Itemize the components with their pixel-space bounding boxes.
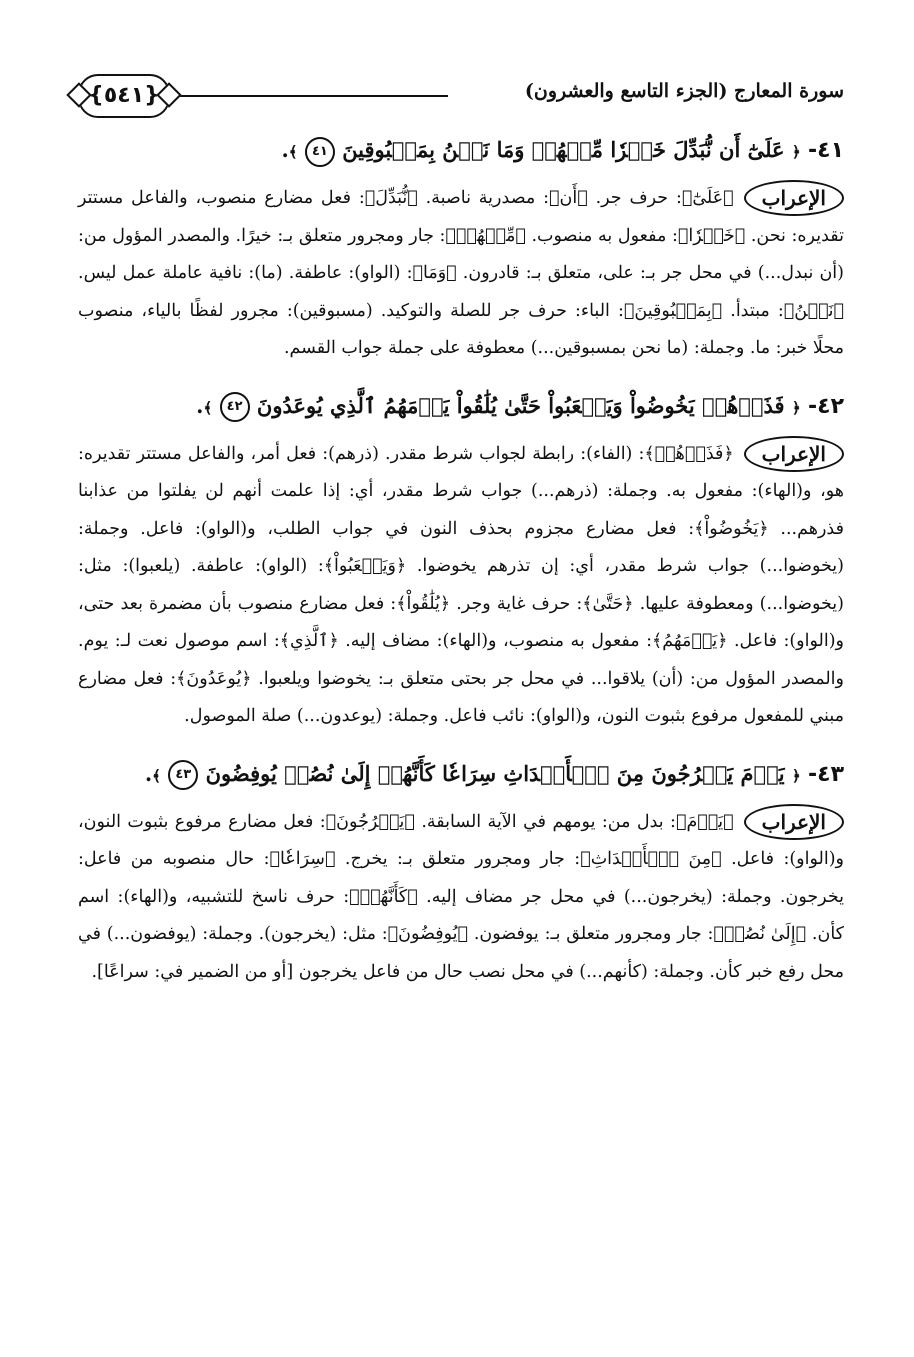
verse-text: يَوۡمَ يَخۡرُجُونَ مِنَ ٱلۡأَجۡدَاثِ سِرَاعٗا كَأَنَّهُمۡ إِلَىٰ نُصُبٖ يُوفِضُونَ <box>205 760 785 786</box>
header-title: سورة المعارج (الجزء التاسع والعشرون) <box>524 80 844 102</box>
verse-number: ٤١- <box>808 138 844 163</box>
ornate-bracket-open-icon: ﴿ <box>791 143 801 161</box>
irab-badge: الإعراب <box>744 804 844 840</box>
irab-block-41 <box>78 180 844 368</box>
irab-block-42 <box>78 436 844 736</box>
page-number: {٥٤١} <box>78 74 170 118</box>
verse-text: فَذَرۡهُمۡ يَخُوضُواْ وَيَلۡعَبُواْ حَتَّىٰ يُلَٰقُواْ يَوۡمَهُمُ ٱلَّذِي يُوعَدُونَ <box>256 392 785 418</box>
ornate-bracket-close-icon: ﴾ <box>203 398 213 417</box>
ayah-end-mark: ٤٣ <box>168 760 198 790</box>
ornate-bracket-close-icon: ﴾ <box>152 766 161 785</box>
irab-block-43 <box>78 804 844 992</box>
verse-43: ٤٣- ﴿ يَوۡمَ يَخۡرُجُونَ مِنَ ٱلۡأَجۡدَاثِ سِرَاعٗا كَأَنَّهُمۡ إِلَىٰ نُصُبٖ يُوفِضُونَ ٤٣ ﴾. <box>78 754 844 796</box>
verse-number: ٤٣- <box>808 761 844 787</box>
ayah-end-mark: ٤١ <box>305 137 335 167</box>
irab-badge: الإعراب <box>744 180 844 216</box>
ornate-bracket-open-icon: ﴿ <box>791 398 801 417</box>
irab-badge: الإعراب <box>744 436 844 472</box>
ornate-bracket-close-icon: ﴾ <box>288 143 298 161</box>
ayah-end-mark: ٤٢ <box>220 392 250 422</box>
ornate-bracket-open-icon: ﴿ <box>791 766 801 785</box>
verse-text: عَلَىٰٓ أَن نُّبَدِّلَ خَيۡرٗا مِّنۡهُمۡ وَمَا نَحۡنُ بِمَسۡبُوقِينَ <box>342 137 785 162</box>
verse-42: ٤٢- ﴿ فَذَرۡهُمۡ يَخُوضُواْ وَيَلۡعَبُواْ حَتَّىٰ يُلَٰقُواْ يَوۡمَهُمُ ٱلَّذِي يُوعَدُونَ ٤٢ ﴾. <box>78 386 844 428</box>
page <box>78 62 844 1009</box>
verse-number: ٤٢- <box>808 393 844 419</box>
page-header <box>78 62 844 122</box>
irab-text: ﴿فَذَرۡهُمۡ﴾: (الفاء): رابطة لجواب شرط مقدر. (ذرهم): فعل أمر، والفاعل مستتر تقديره: هو، و(الهاء): مفعول به. وجملة: (ذرهم...) جواب شرط مقدر، أي: إذا علمت أنهم لن يفلتوا من عذابنا فذرهم... ﴿يَخُوضُواْ﴾: فعل مضارع مجزوم بحذف النون في جواب الطلب، و(الواو): فاعل. وجملة: (يخوضوا...) جواب شرط مقدر، أي: إن تذرهم يخوضوا. ﴿وَيَلۡعَبُواْ﴾: (الواو): عاطفة. (يلعبوا): مثل: (يخوضوا...) ومعطوفة عليها. ﴿حَتَّىٰ﴾: حرف غاية وجر. ﴿يُلَٰقُواْ﴾: فعل مضارع منصوب بأن مضمرة بعد حتى، و(الواو): فاعل. ﴿يَوۡمَهُمُ﴾: مفعول به منصوب، و(الهاء): مضاف إليه. ﴿ٱلَّذِي﴾: اسم موصول نعت لـ: يوم. والمصدر المؤول من: (أن) يلاقوا... في محل جر بحتى متعلق بـ: يخوضوا ويلعبوا. ﴿يُوعَدُونَ﴾: فعل مضارع مبني للمفعول مرفوع بثبوت النون، و(الواو): نائب فاعل. وجملة: (يوعدون...) صلة الموصول. <box>78 443 844 726</box>
header-divider <box>178 95 448 97</box>
irab-text: ﴿عَلَىٰٓ﴾: حرف جر. ﴿أَن﴾: مصدرية ناصبة. ﴿نُّبَدِّلَ﴾: فعل مضارع منصوب، والفاعل مستتر تقديره: نحن. ﴿خَيۡرٗا﴾: مفعول به منصوب. ﴿مِّنۡهُمۡ﴾: جار ومجرور متعلق بـ: خيرًا. والمصدر المؤول من: (أن نبدل...) في محل جر بـ: على، متعلق بـ: قادرون. ﴿وَمَا﴾: (الواو): عاطفة. (ما): نافية عاملة عمل ليس. ﴿نَحۡنُ﴾: مبتدأ. ﴿بِمَسۡبُوقِينَ﴾: الباء: حرف جر للصلة والتوكيد. (مسبوقين): مجرور لفظًا بالياء، منصوب محلًا خبر: ما. وجملة: (ما نحن بمسبوقين...) معطوفة على جملة جواب القسم. <box>78 188 844 358</box>
irab-text: ﴿يَوۡمَ﴾: بدل من: يومهم في الآية السابقة. ﴿يَخۡرُجُونَ﴾: فعل مضارع مرفوع بثبوت النون، و(الواو): فاعل. ﴿مِنَ ٱلۡأَجۡدَاثِ﴾: جار ومجرور متعلق بـ: يخرج. ﴿سِرَاعٗا﴾: حال منصوبه من فاعل: يخرجون. وجملة: (يخرجون...) في محل جر مضاف إليه. ﴿كَأَنَّهُمۡ﴾: حرف ناسخ للتشبيه، و(الهاء): اسم كأن. ﴿إِلَىٰ نُصُبٖ﴾: جار ومجرور متعلق بـ: يوفضون. ﴿يُوفِضُونَ﴾: مثل: (يخرجون). وجملة: (يوفضون...) في محل رفع خبر كأن. وجملة: (كأنهم...) في محل نصب حال من فاعل يخرجون [أو من الضمير في: سراعًا]. <box>78 811 844 982</box>
verse-41: ٤١- ﴿ عَلَىٰٓ أَن نُّبَدِّلَ خَيۡرٗا مِّنۡهُمۡ وَمَا نَحۡنُ بِمَسۡبُوقِينَ ٤١ ﴾. <box>78 130 844 172</box>
